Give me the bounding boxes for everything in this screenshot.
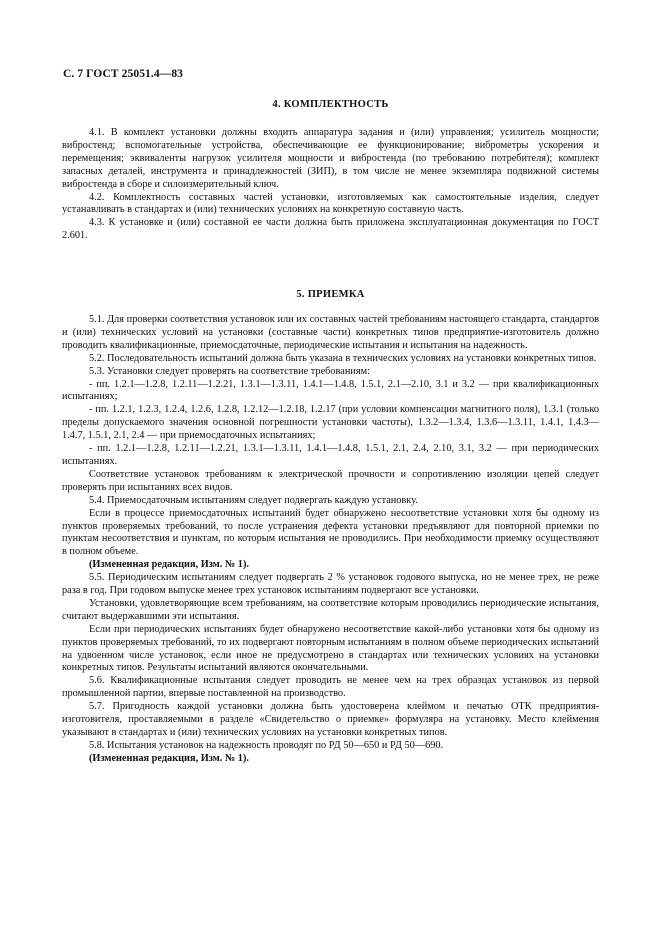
paragraph-4-2: 4.2. Комплектность составных частей установки, изготовляемых как самостоятельные изделия, следует устанавливать в стандартах и (или) технических условиях на конкретную составную часть. [62,191,599,216]
paragraph-5-4-detail: Если в процессе приемосдаточных испытаний будет обнаружено несоответствие установки хотя бы одному из пунктов проверяемых требований, то после устранения дефекта установки предъявляют для повторной приемки по пунктам несоответствия и пунктам, по которым испытания не проводились. При необходимости приемку осуществляют в полном объеме. [62,507,599,558]
list-item-acceptance: - пп. 1.2.1, 1.2.3, 1.2.4, 1.2.6, 1.2.8, 1.2.12—1.2.18, 1.2.17 (при условии компенсации магнитного поля), 1.3.1 (только пределы допускаемого значения основной погрешности установки частоты), 1.3.2—1.3.4, 1.3.6—1.3.11, 1.4.1, 1.4.3—1.4.7, 1.5.1, 2.1, 2.4 — при приемосдаточных испытаниях; [62,404,599,442]
paragraph-5-5-passed: Установки, удовлетворяющие всем требованиям, на соответствие которым проводились периодические испытания, считают выдержавшими эти испытания. [62,597,599,622]
list-item-qualification: - пп. 1.2.1—1.2.8, 1.2.11—1.2.21, 1.3.1—1.3.11, 1.4.1—1.4.8, 1.5.1, 2.1—2.10, 3.1 и 3.2 — при квалификационных испытаниях; [62,378,599,403]
page-header: С. 7 ГОСТ 25051.4—83 [63,68,184,80]
paragraph-electrical-strength: Соответствие установок требованиям к электрической прочности и сопротивлению изоляции цепей следует проверять при испытаниях всех видов. [62,468,599,493]
section-4-title: 4. КОМПЛЕКТНОСТЬ [272,99,389,110]
paragraph-5-3: 5.3. Установки следует проверять на соответствие требованиям: [89,365,370,377]
paragraph-5-5-retest: Если при периодических испытаниях будет обнаружено несоответствие какой-либо установки хотя бы одному из пунктов проверяемых требований, то их подвергают повторным испытаниям в полном объеме периодических испытаний на удвоенном числе установок, если иное не предусмотрено в стандартах или технических условиях на установки конкретных типов. Результаты испытаний являются окончательными. [62,623,599,674]
list-item-periodic: - пп. 1.2.1—1.2.8, 1.2.11—1.2.21, 1.3.1—1.3.11, 1.4.1—1.4.8, 1.5.1, 2.1, 2.4, 2.10, 3.1, 3.2 — при периодических испытаниях. [62,443,599,467]
paragraph-4-1: 4.1. В комплект установки должны входить аппаратура задания и (или) управления; усилитель мощности; вибростенд; вспомогательные устройства, обеспечивающие ее функционирование; виброметры ускорения и перемещения; эквиваленты нагрузок усилителя мощности и вибростенда (по требованию потребителя); комплект запасных деталей, инструмента и принадлежностей (ЗИП), в том числе не менее экземпляра подвижной системы вибростенда в сборе и силоизмерительный ключ. [62,127,599,190]
section-5-title: 5. ПРИЕМКА [296,289,365,300]
paragraph-5-2: 5.2. Последовательность испытаний должна быть указана в технических условиях на установки конкретных типов. [89,352,597,364]
amendment-note: (Измененная редакция, Изм. № 1). [89,559,249,571]
paragraph-5-4: 5.4. Приемосдаточным испытаниям следует подвергать каждую установку. [89,494,418,506]
paragraph-5-7: 5.7. Пригодность каждой установки должна быть удостоверена клеймом и печатью ОТК предприятия-изготовителя, проставляемыми в разделе «Свидетельство о приемке» формуляра на установку. Место клеймения указывают в стандартах и (или) технических условиях на установки конкретных типов. [62,701,599,738]
paragraph-5-8: 5.8. Испытания установок на надежность проводят по РД 50—650 и РД 50—690. [89,739,444,751]
paragraph-5-5: 5.5. Периодическим испытаниям следует подвергать 2 % установок годового выпуска, но не менее трех, не реже раза в год. При годовом выпуске менее трех установок испытаниям подвергают все установки. [62,572,599,597]
amendment-note: (Измененная редакция, Изм. № 1). [89,752,249,764]
section-5-body [62,314,599,766]
paragraph-5-6: 5.6. Квалификационные испытания следует проводить не менее чем на трех образцах установок из первой промышленной партии, впервые поставленной на производство. [62,675,599,700]
paragraph-5-1: 5.1. Для проверки соответствия установок или их составных частей требованиям настоящего стандарта, стандартов и (или) технических условий на установки (составные части) конкретных типов предприятие-изготовитель должно проводить квалификационные, приемосдаточные, периодические испытания и испытания на надежность. [62,314,599,351]
paragraph-4-3: 4.3. К установке и (или) составной ее части должна быть приложена эксплуатационная документация по ГОСТ 2.601. [62,217,599,242]
section-4-body [62,127,599,243]
